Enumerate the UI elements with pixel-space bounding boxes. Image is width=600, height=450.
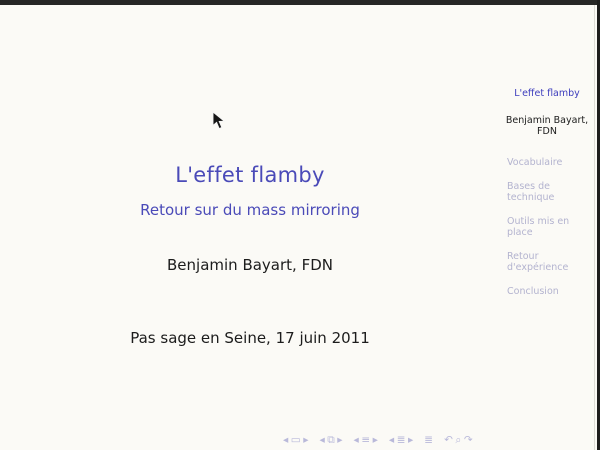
- sidebar-item-outils-mis-en-place[interactable]: Outils mis en place: [507, 216, 570, 238]
- prev-slide-button[interactable]: ◂: [283, 434, 289, 446]
- appendix-icon[interactable]: ≣: [424, 434, 434, 446]
- sidebar-item-retour-dexperience[interactable]: Retour d'expérience: [507, 251, 569, 273]
- frame-nav-group: [319, 433, 342, 447]
- sidebar-separator: [594, 5, 595, 450]
- slide-nav-icon[interactable]: ▭: [290, 434, 301, 446]
- slide-nav-group: [283, 433, 308, 447]
- sidebar-item-vocabulaire[interactable]: Vocabulaire: [507, 157, 563, 168]
- slide-author: Benjamin Bayart, FDN: [167, 256, 333, 274]
- back-icon[interactable]: ↶: [444, 434, 453, 446]
- slide-date: Pas sage en Seine, 17 juin 2011: [130, 329, 370, 347]
- forward-icon[interactable]: ↷: [463, 434, 473, 446]
- slide-subtitle: Retour sur du mass mirroring: [140, 201, 360, 219]
- subsection-nav-icon[interactable]: ≡: [361, 434, 371, 446]
- next-frame-button[interactable]: ▸: [337, 434, 343, 446]
- sidebar-author: Benjamin Bayart, FDN: [505, 115, 589, 137]
- frame-nav-icon[interactable]: ⧉: [327, 434, 335, 446]
- prev-frame-button[interactable]: ◂: [319, 434, 325, 446]
- sidebar-title-link[interactable]: L'effet flamby: [514, 88, 580, 99]
- search-icon[interactable]: ⌕: [455, 434, 462, 446]
- section-nav-icon[interactable]: ≣: [396, 434, 406, 446]
- sidebar-section-list: [507, 157, 579, 310]
- prev-subsection-button[interactable]: ◂: [353, 434, 359, 446]
- next-slide-button[interactable]: ▸: [303, 434, 309, 446]
- sidebar-toc: [500, 5, 594, 450]
- appendix-nav-group: [424, 433, 433, 447]
- slide-title: L'effet flamby: [175, 163, 325, 187]
- next-section-button[interactable]: ▸: [408, 434, 414, 446]
- next-subsection-button[interactable]: ▸: [372, 434, 378, 446]
- section-nav-group: [389, 433, 413, 447]
- prev-section-button[interactable]: ◂: [388, 434, 395, 446]
- history-nav-group: [444, 433, 473, 447]
- beamer-nav-bar: [283, 433, 473, 447]
- subsection-nav-group: [354, 433, 378, 447]
- sidebar-item-bases-de-technique[interactable]: Bases de technique: [507, 181, 555, 203]
- sidebar-item-conclusion[interactable]: Conclusion: [507, 286, 559, 297]
